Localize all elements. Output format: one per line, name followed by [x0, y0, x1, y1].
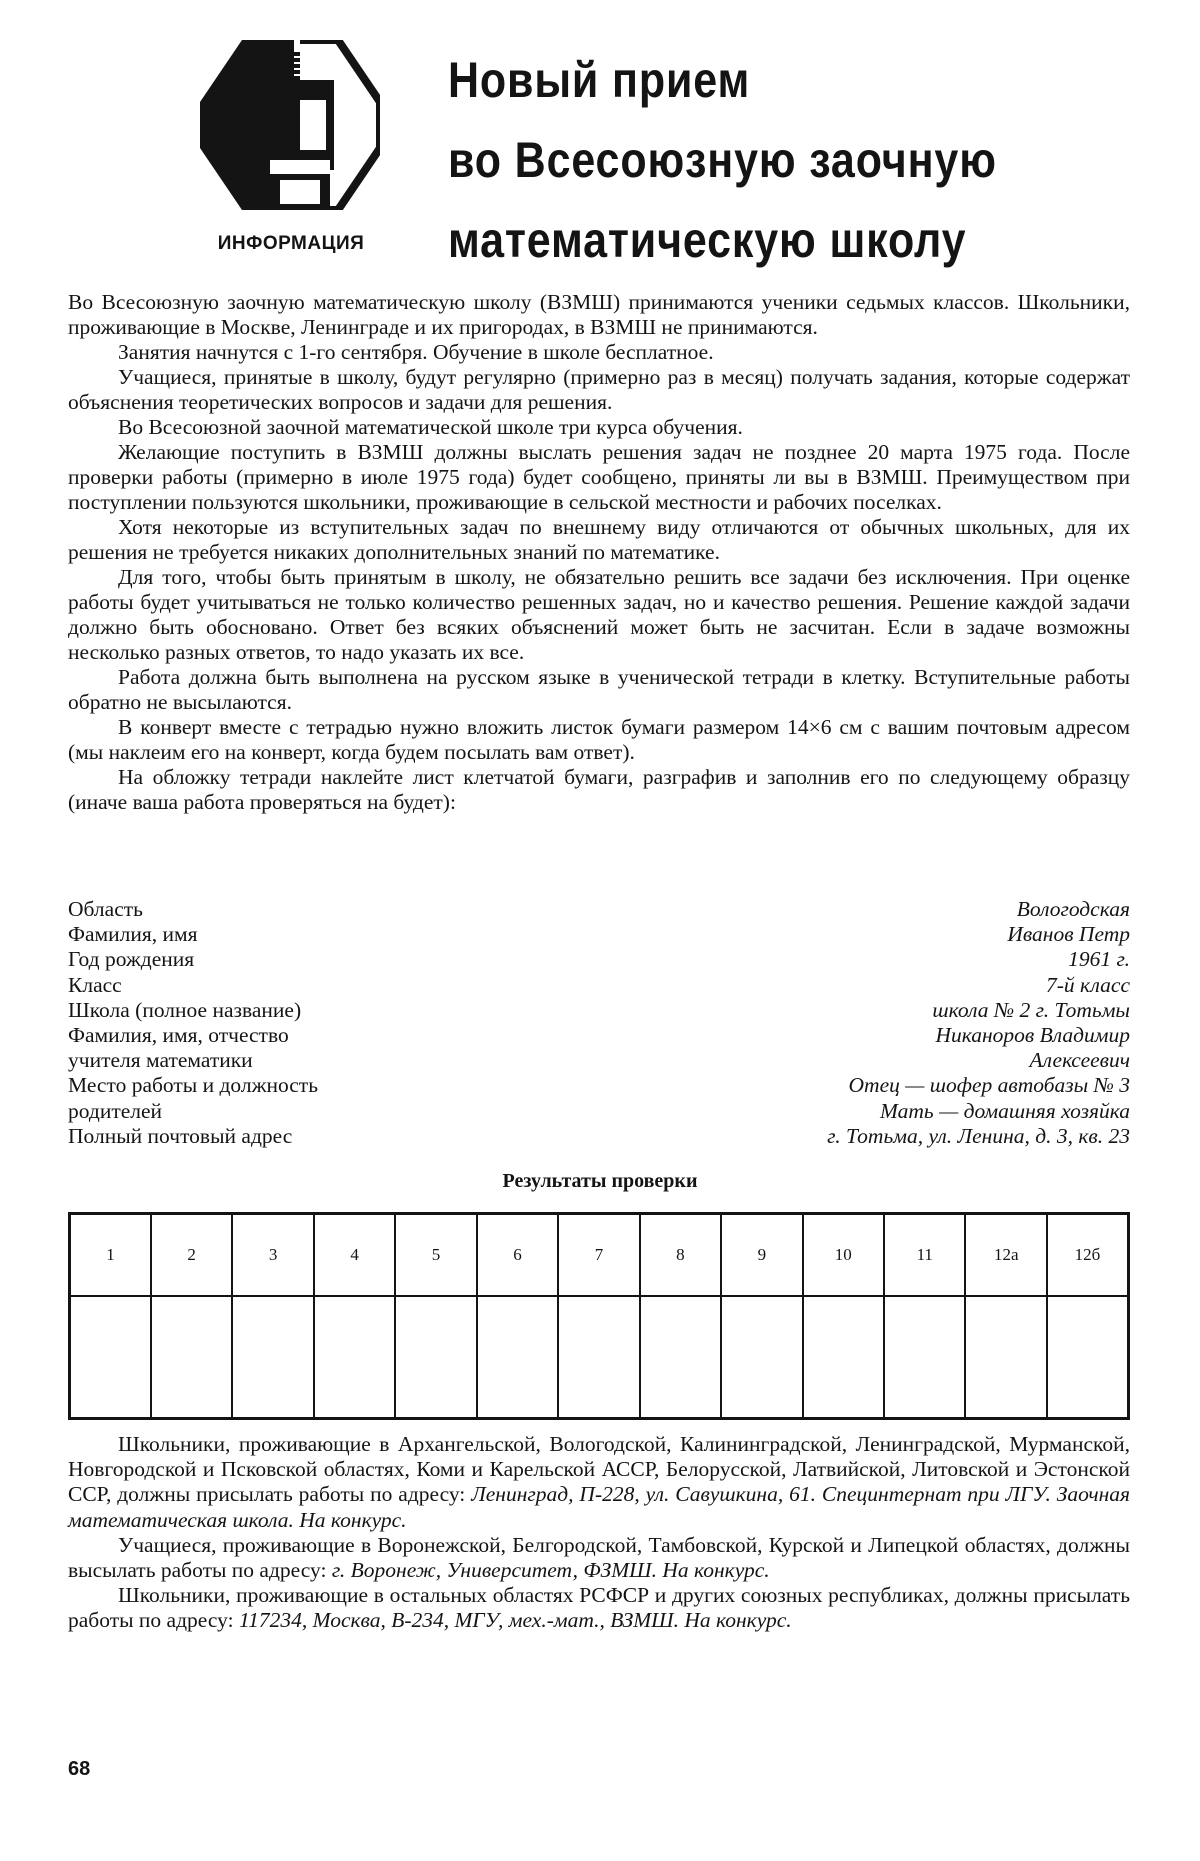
form-row	[68, 1073, 1130, 1098]
results-column-header: 4	[314, 1214, 395, 1297]
results-column-header: 1	[70, 1214, 151, 1297]
form-row	[68, 947, 1130, 972]
results-column-header: 9	[721, 1214, 802, 1297]
results-cell	[70, 1296, 151, 1419]
form-value: школа № 2 г. Тотьмы	[932, 997, 1130, 1022]
address-paragraph	[68, 1432, 1130, 1533]
information-logo-icon	[200, 40, 380, 210]
form-value: г. Тотьма, ул. Ленина, д. 3, кв. 23	[827, 1123, 1130, 1148]
form-label: Место работы и должность	[68, 1073, 319, 1098]
form-row	[68, 897, 1130, 922]
title-line-2: во Всесоюзную заочную	[448, 132, 997, 188]
title-line-3: математическую школу	[448, 212, 967, 268]
addresses-section	[68, 1432, 1130, 1634]
results-column-header: 3	[232, 1214, 313, 1297]
results-cell	[884, 1296, 965, 1419]
form-label: учителя математики	[68, 1048, 253, 1073]
address-value: 117234, Москва, В-234, МГУ, мех.-мат., ВЗМШ. На конкурс.	[238, 1608, 792, 1633]
paragraph: Работа должна быть выполнена на русском языке в ученической тетради в клетку. Вступительные работы обратно не высылаются.	[68, 665, 1130, 714]
address-paragraph	[68, 1533, 1130, 1583]
page-title	[448, 40, 1050, 280]
results-cell	[1047, 1296, 1129, 1419]
results-column-header: 7	[558, 1214, 639, 1297]
results-column-header: 10	[803, 1214, 884, 1297]
results-column-header: 5	[395, 1214, 476, 1297]
form-row	[68, 1099, 1130, 1124]
address-value: г. Воронеж, Университет, ФЗМШ. На конкурс.	[331, 1558, 770, 1583]
address-value: Ленинград, П-228, ул. Савушкина, 61. Специнтернат при ЛГУ. Заочная математическая школа. На конкурс.	[68, 1482, 1130, 1532]
form-label: Область	[68, 897, 143, 921]
address-paragraph	[68, 1583, 1130, 1633]
paragraph: Желающие поступить в ВЗМШ должны выслать решения задач не позднее 20 марта 1975 года. После проверки работы (примерно в июле 1975 года) будет сообщено, приняты ли вы в ВЗМШ. Преимуществом при поступлении пользуются школьники, проживающие в сельской местности и рабочих поселках.	[68, 440, 1130, 514]
form-row	[68, 1124, 1130, 1149]
form-value: 1961 г.	[1068, 947, 1130, 972]
paragraph: Хотя некоторые из вступительных задач по внешнему виду отличаются от обычных школьных, для их решения не требуется никаких дополнительных знаний по математике.	[68, 515, 1130, 564]
results-column-header: 12б	[1047, 1214, 1129, 1297]
logo-caption: ИНФОРМАЦИЯ	[217, 233, 365, 254]
form-row	[68, 1048, 1130, 1073]
title-line-1: Новый прием	[448, 52, 751, 108]
form-label: Школа (полное название)	[68, 997, 302, 1022]
form-label: Полный почтовый адрес	[68, 1123, 293, 1148]
paragraph: Во Всесоюзной заочной математической школе три курса обучения.	[118, 415, 743, 439]
results-column-header: 6	[477, 1214, 558, 1297]
results-table	[68, 1212, 1130, 1420]
paragraph: Занятия начнутся с 1-го сентября. Обучение в школе бесплатное.	[118, 340, 714, 364]
form-row	[68, 998, 1130, 1023]
results-header-row	[70, 1214, 1129, 1297]
results-cell	[395, 1296, 476, 1419]
address-text: Учащиеся, проживающие в Воронежской, Белгородской, Тамбовской, Курской и Липецкой областях, должны высылать работы по адресу:	[68, 1532, 1130, 1583]
results-column-header: 2	[151, 1214, 232, 1297]
paragraph: В конверт вместе с тетрадью нужно вложить листок бумаги размером 14×6 см с вашим почтовым адресом (мы наклеим его на конверт, когда будем посылать вам ответ).	[68, 715, 1130, 764]
article-body	[68, 290, 1130, 815]
form-value: Отец — шофер автобазы № 3	[848, 1073, 1130, 1098]
results-cell	[314, 1296, 395, 1419]
form-value: 7-й класс	[1046, 972, 1130, 997]
paragraph: Учащиеся, принятые в школу, будут регулярно (примерно раз в месяц) получать задания, которые содержат объяснения теоретических вопросов и задачи для решения.	[68, 365, 1130, 414]
results-cell	[232, 1296, 313, 1419]
form-label: родителей	[68, 1098, 163, 1123]
form-label: Фамилия, имя	[68, 922, 198, 947]
page-number: 68	[68, 1758, 91, 1780]
form-value: Никаноров Владимир	[935, 1022, 1130, 1047]
form-row	[68, 1023, 1130, 1048]
results-cell	[558, 1296, 639, 1419]
results-column-header: 11	[884, 1214, 965, 1297]
sample-form	[68, 897, 1130, 1149]
paragraph: На обложку тетради наклейте лист клетчатой бумаги, разграфив и заполнив его по следующему образцу (иначе ваша работа проверяться на будет):	[68, 765, 1130, 814]
form-value: Алексеевич	[1029, 1048, 1130, 1073]
form-label: Фамилия, имя, отчество	[68, 1022, 289, 1047]
form-label: Год рождения	[68, 947, 195, 972]
address-text: Школьники, проживающие в Архангельской, Вологодской, Калининградской, Ленинградской, Мурманской, Новгородской и Псковской областях, Коми и Карельской АССР, Белорусской, Латвийской, Литовской и Эстонской ССР, должны присылать работы по адресу:	[68, 1432, 1130, 1507]
paragraph: Для того, чтобы быть принятым в школу, не обязательно решить все задачи без исключения. При оценке работы будет учитываться не только количество решенных задач, но и качество решения. Решение каждой задачи должно быть обосновано. Ответ без всяких объяснений может быть не засчитан. Если в задаче возможны несколько разных ответов, то надо указать их все.	[68, 565, 1130, 664]
results-cell	[640, 1296, 721, 1419]
results-column-header: 8	[640, 1214, 721, 1297]
form-label: Класс	[68, 972, 122, 997]
results-cell	[721, 1296, 802, 1419]
form-value: Иванов Петр	[1007, 922, 1130, 947]
results-cell	[151, 1296, 232, 1419]
results-cell	[803, 1296, 884, 1419]
results-blank-row	[70, 1296, 1129, 1419]
results-column-header: 12а	[965, 1214, 1046, 1297]
results-title: Результаты проверки	[502, 1170, 698, 1192]
form-row	[68, 973, 1130, 998]
results-cell	[477, 1296, 558, 1419]
form-value: Мать — домашняя хозяйка	[880, 1098, 1130, 1123]
address-text: Школьники, проживающие в остальных областях РСФСР и других союзных республиках, должны присылать работы по адресу:	[68, 1583, 1130, 1633]
results-cell	[965, 1296, 1046, 1419]
form-value: Вологодская	[1016, 897, 1130, 921]
form-row	[68, 922, 1130, 947]
paragraph: Во Всесоюзную заочную математическую школу (ВЗМШ) принимаются ученики седьмых классов. Школьники, проживающие в Москве, Ленинграде и их пригородах, в ВЗМШ не принимаются.	[68, 290, 1130, 339]
